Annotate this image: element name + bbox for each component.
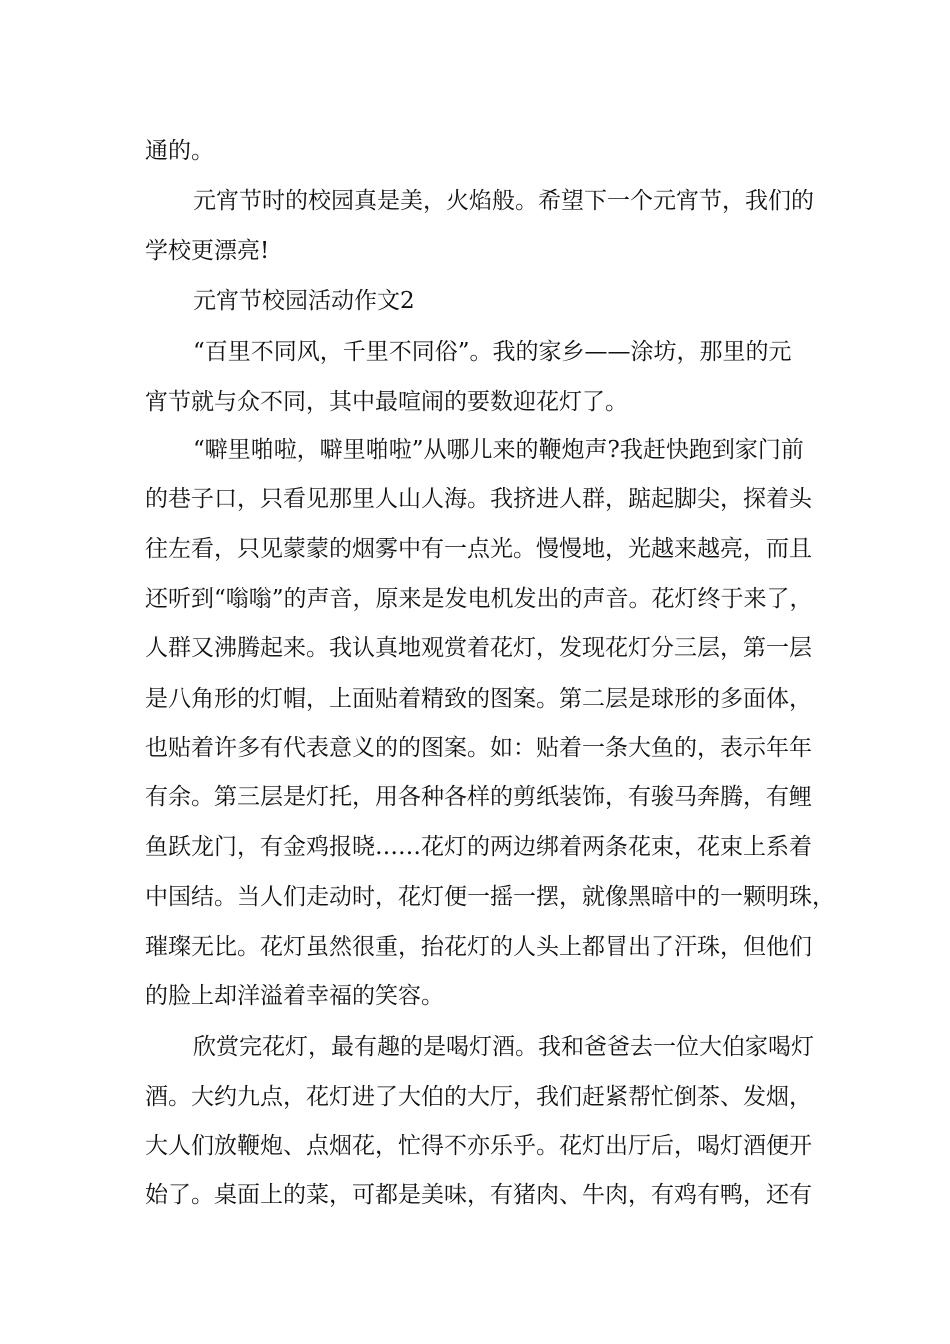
text-line: 学校更漂亮!	[145, 238, 270, 264]
text-line: 也贴着许多有代表意义的的图案。如：贴着一条大鱼的，表示年年	[145, 735, 812, 761]
section-title: 元宵节校园活动作文2	[193, 288, 415, 314]
paragraph-line: 元宵节时的校园真是美，火焰般。希望下一个元宵节，我们的	[193, 188, 814, 214]
text-line: 有余。第三层是灯托，用各种各样的剪纸装饰，有骏马奔腾，有鲤	[145, 784, 812, 810]
text-line: 是八角形的灯帽，上面贴着精致的图案。第二层是球形的多面体，	[145, 686, 812, 712]
text-line: 的脸上却洋溢着幸福的笑容。	[145, 983, 444, 1009]
text-line: 鱼跃龙门，有金鸡报晓……花灯的两边绑着两条花束，花束上系着	[145, 834, 812, 860]
text-line: 始了。桌面上的菜，可都是美味，有猪肉、牛肉，有鸡有鸭，还有	[145, 1182, 812, 1208]
text-line: 大人们放鞭炮、点烟花，忙得不亦乐乎。花灯出厅后，喝灯酒便开	[145, 1133, 812, 1159]
text-line: 人群又沸腾起来。我认真地观赏着花灯，发现花灯分三层，第一层	[145, 635, 812, 661]
text-line: 的巷子口，只看见那里人山人海。我挤进人群，踮起脚尖，探着头	[145, 486, 812, 512]
paragraph-line: “百里不同风，千里不同俗”。我的家乡——涂坊，那里的元	[193, 339, 792, 365]
text-line: 宵节就与众不同，其中最喧闹的要数迎花灯了。	[145, 389, 628, 415]
paragraph-line: 欣赏完花灯，最有趣的是喝灯酒。我和爸爸去一位大伯家喝灯	[193, 1034, 814, 1060]
text-line: 往左看，只见蒙蒙的烟雾中有一点光。慢慢地，光越来越亮，而且	[145, 536, 812, 562]
text-line: 酒。大约九点，花灯进了大伯的大厅，我们赶紧帮忙倒茶、发烟，	[145, 1084, 812, 1110]
text-line: 中国结。当人们走动时，花灯便一摇一摆，就像黑暗中的一颗明珠，	[145, 884, 835, 910]
text-line: 璀璨无比。花灯虽然很重，抬花灯的人头上都冒出了汗珠，但他们	[145, 934, 812, 960]
paragraph-line: “噼里啪啦，噼里啪啦”从哪儿来的鞭炮声?我赶快跑到家门前	[193, 437, 804, 463]
text-line: 通的。	[145, 138, 214, 164]
text-line: 还听到“嗡嗡”的声音，原来是发电机发出的声音。花灯终于来了，	[145, 586, 813, 612]
